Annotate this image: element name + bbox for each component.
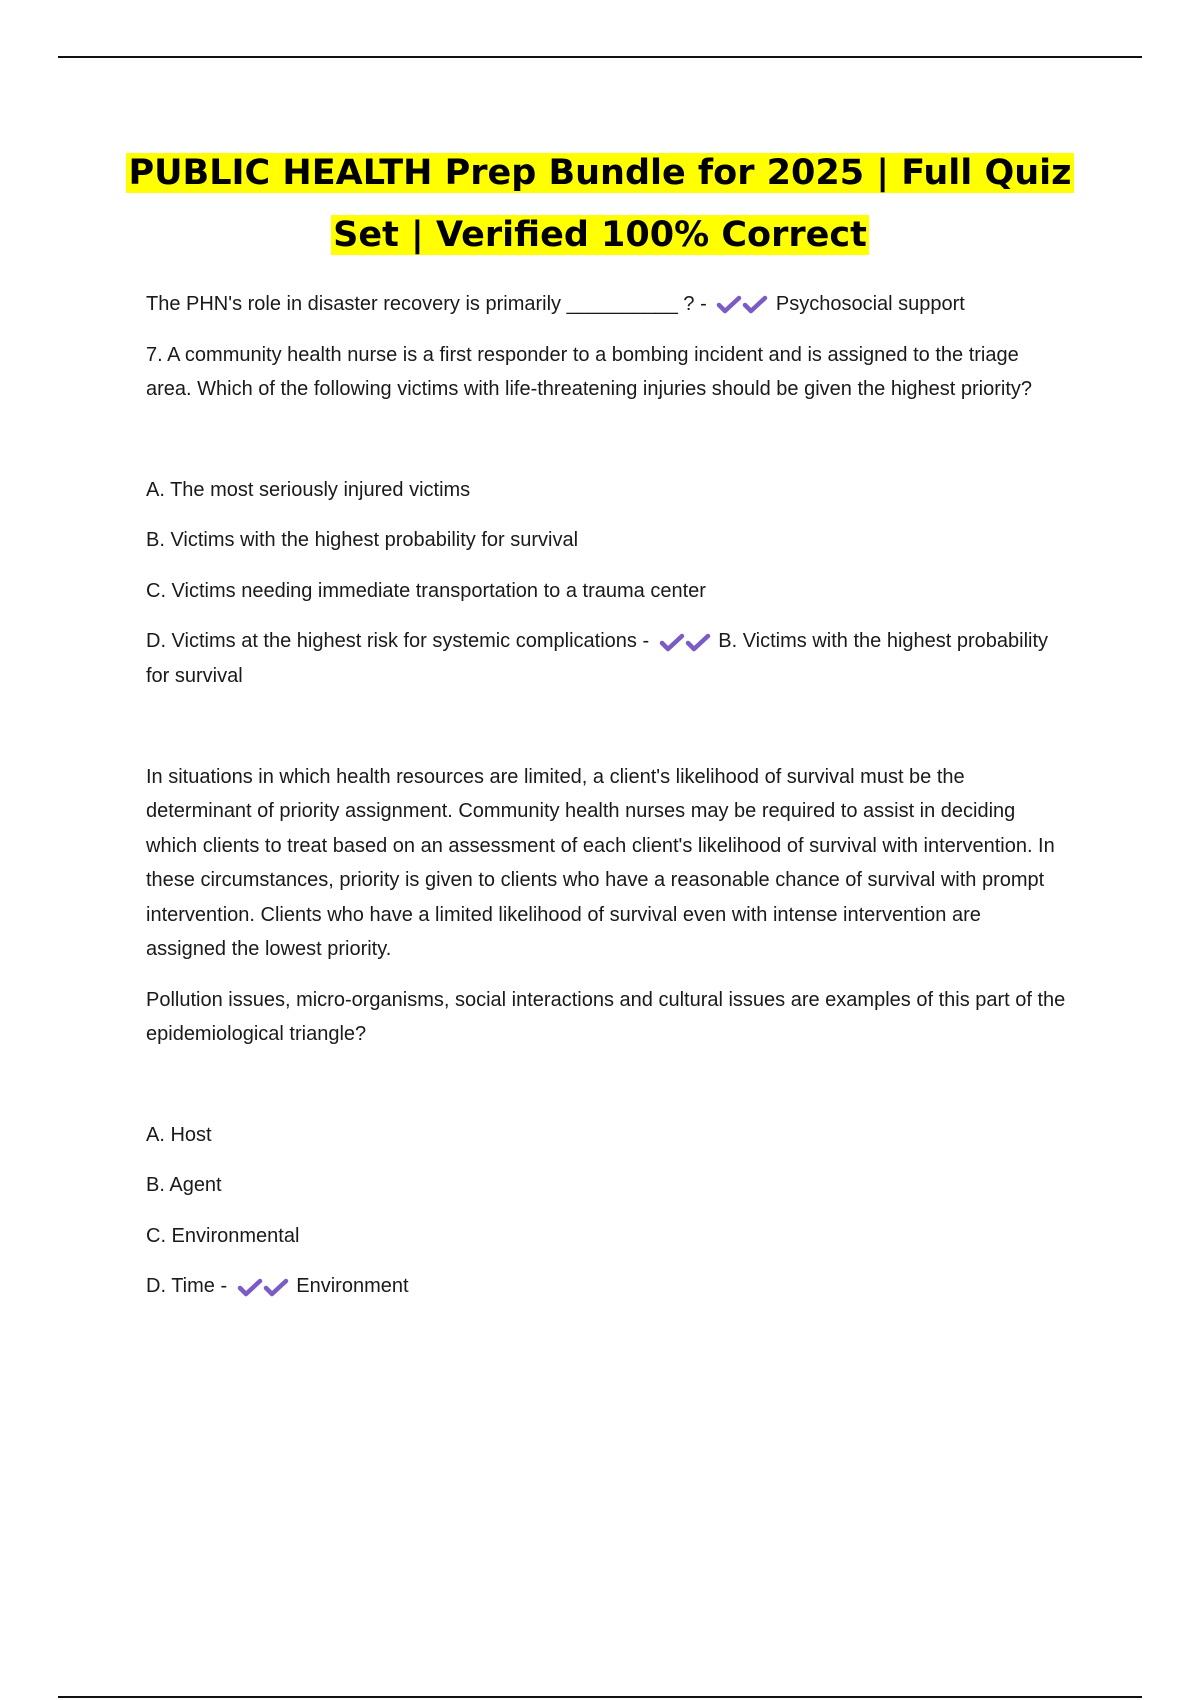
- title-line-1: PUBLIC HEALTH Prep Bundle for 2025 | Full Quiz: [128, 153, 1072, 193]
- option-a: A. Host: [146, 1123, 212, 1146]
- question-3: Pollution issues, micro-organisms, social interactions and cultural issues are examples of this part of the epidemiological triangle?: [146, 988, 1066, 1046]
- document-title: [100, 142, 1100, 266]
- option-d: [146, 624, 1066, 693]
- check-icon: [263, 1278, 289, 1298]
- option-a: A. The most seriously injured victims: [146, 478, 471, 501]
- option-b: B. Victims with the highest probability for survival: [146, 529, 579, 552]
- check-icon: [659, 633, 685, 653]
- answer-text: B. Victims with the highest probability for survival: [146, 630, 1049, 688]
- option-d-text: D. Victims at the highest risk for systemic complications -: [146, 630, 650, 653]
- top-rule: [58, 56, 1142, 58]
- double-check-icon: [659, 625, 711, 660]
- answer-text: Psychosocial support: [775, 293, 965, 315]
- check-icon: [742, 295, 768, 315]
- question-1: [146, 287, 1066, 322]
- check-icon: [716, 295, 742, 315]
- check-icon: [237, 1278, 263, 1298]
- title-line-2: Set | Verified 100% Correct: [333, 215, 867, 255]
- bottom-rule: [58, 1696, 1142, 1698]
- rationale-paragraph: In situations in which health resources are limited, a client's likelihood of survival must be the determinant of priority assignment. Community health nurses may be required to assist in deciding which clients to treat based on an assessment of each client's likelihood of survival with intervention. In these circumstances, priority is given to clients who have a reasonable chance of survival with prompt intervention. Clients who have a limited likelihood of survival even with intense intervention are assigned the lowest priority.: [146, 765, 1055, 961]
- check-icon: [685, 633, 711, 653]
- option-c: C. Environmental: [146, 1224, 300, 1247]
- double-check-icon: [237, 1270, 289, 1305]
- answer-text: Environment: [296, 1275, 409, 1298]
- question-2: 7. A community health nurse is a first responder to a bombing incident and is assigned to the triage area. Which of the following victims with life-threatening injuries should be given the highest priority?: [146, 343, 1033, 401]
- question-text: The PHN's role in disaster recovery is primarily __________ ? -: [146, 293, 707, 315]
- option-c: C. Victims needing immediate transportation to a trauma center: [146, 579, 706, 602]
- double-check-icon: [716, 287, 768, 322]
- option-d: [146, 1269, 1066, 1304]
- option-b: B. Agent: [146, 1174, 222, 1197]
- quiz-content: [146, 287, 1066, 1304]
- option-d-text: D. Time -: [146, 1275, 228, 1298]
